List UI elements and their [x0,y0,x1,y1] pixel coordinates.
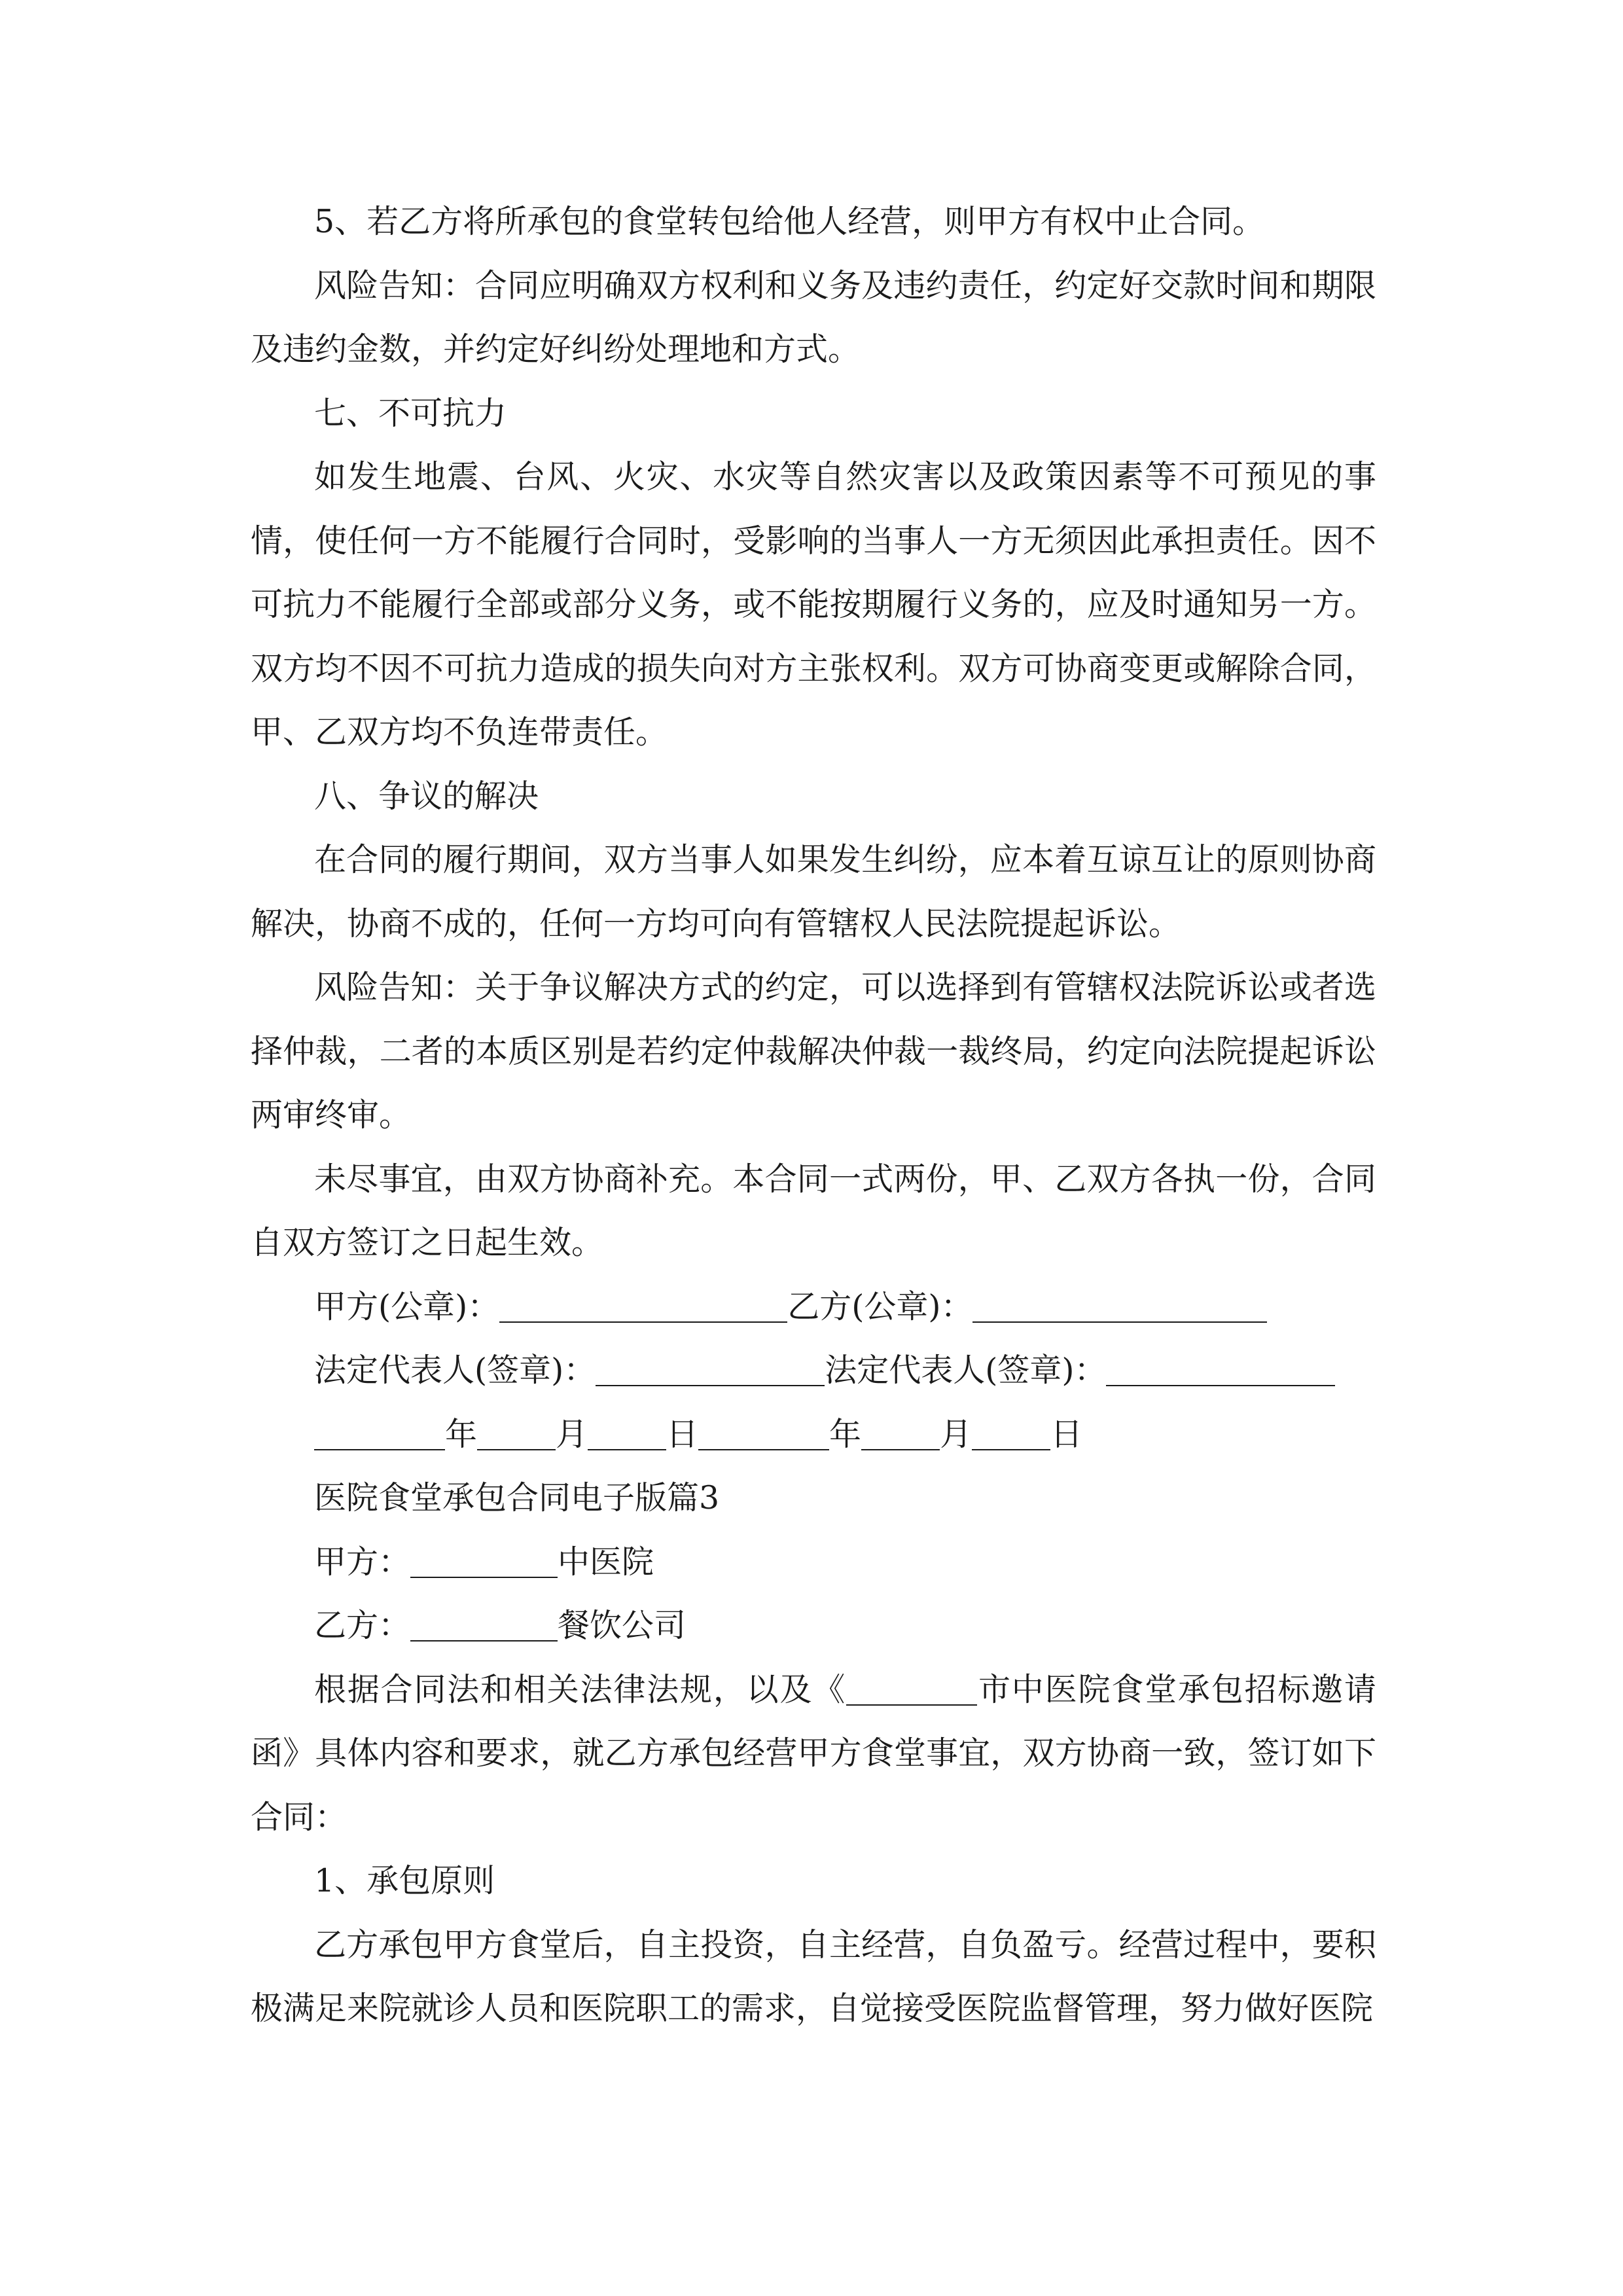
dispute-paragraph: 在合同的履行期间，双方当事人如果发生纠纷，应本着互谅互让的原则协商解决，协商不成的，任何一方均可向有管辖权人民法院提起诉讼。 [251,841,1376,942]
section-8-heading: 八、争议的解决 [314,777,539,815]
contract-3-title: 医院食堂承包合同电子版篇3 [314,1479,720,1516]
contract-3-heading-1: 1、承包原则 [314,1862,495,1899]
year-a-label: 年 [445,1415,478,1453]
intro-post: 市中医院食堂承包招标邀请函》具体内容和要求，就乙方承包经营甲方食堂事宜，双方协商一致，签订如下合同： [251,1670,1376,1836]
party-b-label: 乙方： [314,1607,411,1644]
rep-a-label: 法定代表人(签章)： [314,1352,596,1389]
month-a-blank [477,1416,556,1450]
clause-5-paragraph: 5、若乙方将所承包的食堂转包给他人经营，则甲方有权中止合同。 [314,203,1265,240]
section-7-heading: 七、不可抗力 [314,394,507,432]
risk-notice-dispute-paragraph: 风险告知：关于争议解决方式的约定，可以选择到有管辖权法院诉讼或者选择仲裁，二者的本质区别是若约定仲裁解决仲裁一裁终局，约定向法院提起诉讼两审终审。 [251,969,1376,1134]
month-b-label: 月 [940,1415,972,1453]
day-b-blank [972,1416,1050,1450]
contract-3-party-b [251,1594,1376,1658]
party-a-blank [410,1544,558,1578]
month-b-blank [861,1416,940,1450]
party-b-suffix: 餐饮公司 [558,1607,687,1644]
year-b-blank [698,1416,829,1450]
city-blank [846,1672,977,1706]
contract-3-intro [251,1658,1376,1850]
day-a-blank [588,1416,666,1450]
rep-b-blank [1106,1352,1335,1386]
seal-line [251,1275,1376,1339]
effective-clause-paragraph: 未尽事宜，由双方协商补充。本合同一式两份，甲、乙双方各执一份，合同自双方签订之日起生效。 [251,1160,1376,1261]
date-line [251,1403,1376,1467]
party-a-label: 甲方： [314,1543,411,1581]
day-b-label: 日 [1050,1415,1083,1453]
contract-3-party-a [251,1530,1376,1594]
risk-notice-paragraph: 风险告知：合同应明确双方权利和义务及违约责任，约定好交款时间和期限及违约金数，并约定好纠纷处理地和方式。 [251,266,1376,368]
party-b-seal-label: 乙方(公章)： [787,1287,973,1325]
force-majeure-paragraph: 如发生地震、台风、火灾、水灾等自然灾害以及政策因素等不可预见的事情，使任何一方不能履行合同时，受影响的当事人一方无须因此承担责任。因不可抗力不能履行全部或部分义务，或不能按期履行义务的，应及时通知另一方。双方均不因不可抗力造成的损失向对方主张权利。双方可协商变更或解除合同，甲、乙双方均不负连带责任。 [251,458,1376,751]
intro-pre: 根据合同法和相关法律法规，以及《 [314,1670,847,1708]
month-a-label: 月 [556,1415,588,1453]
party-a-suffix: 中医院 [558,1543,654,1581]
year-a-blank [314,1416,445,1450]
party-b-seal-blank [972,1289,1267,1323]
party-a-seal-blank [499,1289,787,1323]
contract-3-paragraph-1: 乙方承包甲方食堂后，自主投资，自主经营，自负盈亏。经营过程中，要积极满足来院就诊人员和医院职工的需求，自觉接受医院监督管理，努力做好医院 [251,1926,1376,2027]
rep-a-blank [596,1352,825,1386]
party-a-seal-label: 甲方(公章)： [314,1287,500,1325]
day-a-label: 日 [666,1415,699,1453]
representative-line [251,1338,1376,1403]
year-b-label: 年 [829,1415,862,1453]
document-page [251,190,1376,2041]
party-b-blank [410,1607,558,1641]
rep-b-label: 法定代表人(签章)： [825,1352,1107,1389]
